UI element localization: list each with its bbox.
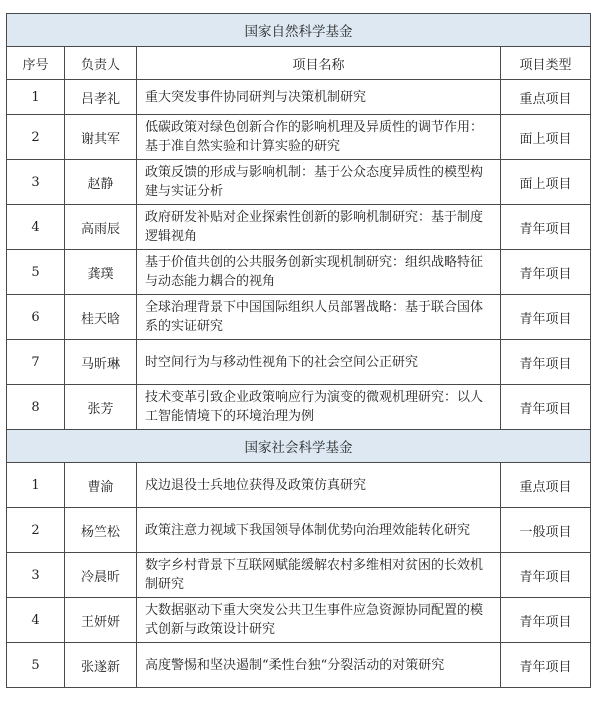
row-leader: 吕孝礼 xyxy=(65,80,137,115)
row-project-name: 重大突发事件协同研判与决策机制研究 xyxy=(137,80,501,115)
column-header-project-type: 项目类型 xyxy=(501,47,591,80)
table-row xyxy=(7,385,591,430)
row-project-type: 青年项目 xyxy=(501,553,591,598)
row-project-type: 面上项目 xyxy=(501,115,591,160)
row-number: 4 xyxy=(7,598,65,643)
table-row xyxy=(7,553,591,598)
row-number: 3 xyxy=(7,160,65,205)
row-project-type: 青年项目 xyxy=(501,598,591,643)
row-project-name: 低碳政策对绿色创新合作的影响机理及异质性的调节作用：基于准自然实验和计算实验的研究 xyxy=(137,115,501,160)
row-project-name: 时空间行为与移动性视角下的社会空间公正研究 xyxy=(137,340,501,385)
row-project-type: 重点项目 xyxy=(501,463,591,508)
column-header-leader: 负责人 xyxy=(65,47,137,80)
row-project-name: 高度警惕和坚决遏制“柔性台独“分裂活动的对策研究 xyxy=(137,643,501,688)
table-row xyxy=(7,160,591,205)
row-number: 7 xyxy=(7,340,65,385)
table-row xyxy=(7,295,591,340)
row-leader: 张遂新 xyxy=(65,643,137,688)
funding-projects-table xyxy=(6,13,591,688)
row-leader: 高雨辰 xyxy=(65,205,137,250)
row-leader: 谢其军 xyxy=(65,115,137,160)
column-header-number: 序号 xyxy=(7,47,65,80)
table-row xyxy=(7,250,591,295)
row-leader: 王妍妍 xyxy=(65,598,137,643)
row-project-type: 青年项目 xyxy=(501,295,591,340)
row-project-name: 政策反馈的形成与影响机制：基于公众态度异质性的模型构建与实证分析 xyxy=(137,160,501,205)
table-row xyxy=(7,643,591,688)
row-project-type: 青年项目 xyxy=(501,340,591,385)
column-header-project-name: 项目名称 xyxy=(137,47,501,80)
row-number: 2 xyxy=(7,508,65,553)
section-title: 国家社会科学基金 xyxy=(7,430,591,463)
table-header-row xyxy=(7,47,591,80)
row-leader: 张芳 xyxy=(65,385,137,430)
table-row xyxy=(7,205,591,250)
table-row xyxy=(7,598,591,643)
section-header-row xyxy=(7,430,591,463)
row-leader: 桂天晗 xyxy=(65,295,137,340)
row-project-name: 戍边退役士兵地位获得及政策仿真研究 xyxy=(137,463,501,508)
table-row xyxy=(7,80,591,115)
row-project-name: 大数据驱动下重大突发公共卫生事件应急资源协同配置的模式创新与政策设计研究 xyxy=(137,598,501,643)
row-project-type: 青年项目 xyxy=(501,250,591,295)
row-leader: 龚璞 xyxy=(65,250,137,295)
row-number: 1 xyxy=(7,80,65,115)
row-project-name: 基于价值共创的公共服务创新实现机制研究：组织战略特征与动态能力耦合的视角 xyxy=(137,250,501,295)
row-number: 5 xyxy=(7,250,65,295)
row-project-name: 技术变革引致企业政策响应行为演变的微观机理研究：以人工智能情境下的环境治理为例 xyxy=(137,385,501,430)
table-row xyxy=(7,508,591,553)
row-project-type: 青年项目 xyxy=(501,385,591,430)
row-number: 3 xyxy=(7,553,65,598)
section-title: 国家自然科学基金 xyxy=(7,14,591,47)
row-project-name: 政策注意力视域下我国领导体制优势向治理效能转化研究 xyxy=(137,508,501,553)
row-number: 4 xyxy=(7,205,65,250)
table-row xyxy=(7,463,591,508)
row-project-name: 数字乡村背景下互联网赋能缓解农村多维相对贫困的长效机制研究 xyxy=(137,553,501,598)
row-leader: 冷晨昕 xyxy=(65,553,137,598)
row-number: 1 xyxy=(7,463,65,508)
section-header-row xyxy=(7,14,591,47)
row-number: 8 xyxy=(7,385,65,430)
row-leader: 杨竺松 xyxy=(65,508,137,553)
row-project-type: 青年项目 xyxy=(501,205,591,250)
row-number: 6 xyxy=(7,295,65,340)
row-project-name: 政府研发补贴对企业探索性创新的影响机制研究：基于制度逻辑视角 xyxy=(137,205,501,250)
row-leader: 曹渝 xyxy=(65,463,137,508)
table-row xyxy=(7,340,591,385)
row-project-type: 青年项目 xyxy=(501,643,591,688)
row-project-type: 面上项目 xyxy=(501,160,591,205)
row-leader: 马昕琳 xyxy=(65,340,137,385)
row-number: 2 xyxy=(7,115,65,160)
row-number: 5 xyxy=(7,643,65,688)
table-row xyxy=(7,115,591,160)
row-project-name: 全球治理背景下中国国际组织人员部署战略：基于联合国体系的实证研究 xyxy=(137,295,501,340)
row-leader: 赵静 xyxy=(65,160,137,205)
row-project-type: 一般项目 xyxy=(501,508,591,553)
row-project-type: 重点项目 xyxy=(501,80,591,115)
